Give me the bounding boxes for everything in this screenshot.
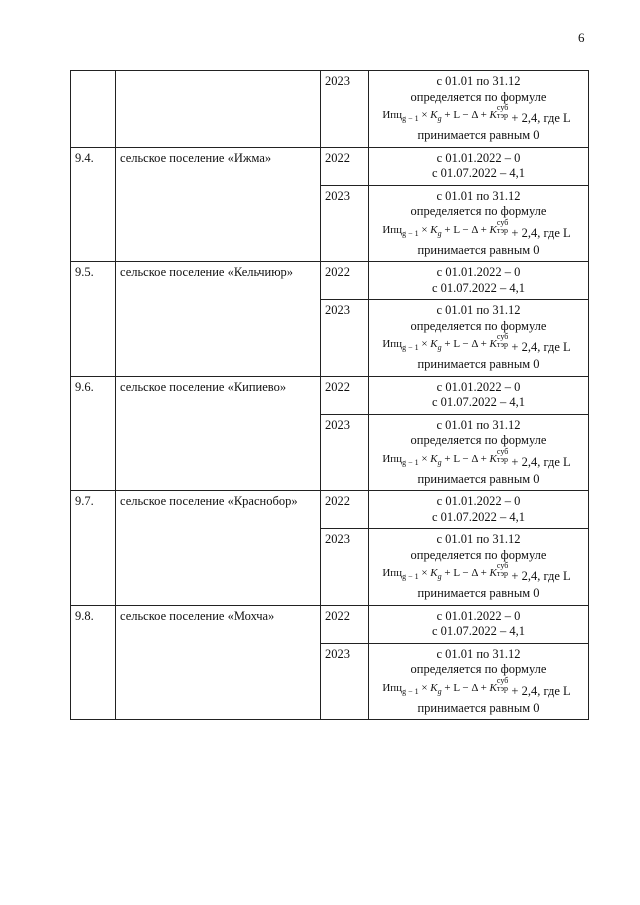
value-cell xyxy=(369,376,589,414)
value-line: определяется по формуле xyxy=(410,547,547,562)
value-line: с 01.01 по 31.12 xyxy=(436,646,521,661)
settlement-name: сельское поселение «Кипиево» xyxy=(116,376,321,491)
year-cell: 2023 xyxy=(321,414,369,491)
value-cell xyxy=(369,605,589,643)
value-cell xyxy=(369,491,589,529)
value-line: определяется по формуле xyxy=(410,318,547,333)
value-line: с 01.07.2022 – 4,1 xyxy=(431,166,526,180)
row-number: 9.5. xyxy=(71,262,116,377)
value-line: с 01.01.2022 – 0 xyxy=(436,379,521,394)
value-line: определяется по формуле xyxy=(410,204,547,218)
value-line: с 01.01.2022 – 0 xyxy=(436,265,521,279)
value-line: с 01.07.2022 – 4,1 xyxy=(431,280,526,295)
value-line: с 01.07.2022 – 4,1 xyxy=(431,624,526,638)
year-cell: 2022 xyxy=(321,491,369,529)
formula: $Ипц_{g - 1} \times K_g + L - \Delta + K$ суб тэр + 2,4, где L xyxy=(382,103,571,125)
table-row xyxy=(71,147,589,185)
tariff-table xyxy=(70,70,589,720)
value-line: с 01.01.2022 – 0 xyxy=(436,494,521,508)
value-cell xyxy=(369,414,589,491)
value-line: принимается равным 0 xyxy=(417,471,540,486)
table-row xyxy=(71,491,589,529)
settlement-name: сельское поселение «Мохча» xyxy=(116,605,321,720)
value-cell xyxy=(369,300,589,377)
value-line: принимается равным 0 xyxy=(417,242,540,257)
table-row xyxy=(71,605,589,643)
row-number: 9.4. xyxy=(71,147,116,262)
year-cell: 2023 xyxy=(321,300,369,377)
value-line: с 01.01 по 31.12 xyxy=(436,74,521,88)
value-cell xyxy=(369,147,589,185)
settlement-name xyxy=(116,71,321,148)
table-body xyxy=(71,71,589,720)
value-line: с 01.01 по 31.12 xyxy=(436,417,521,432)
value-line: принимается равным 0 xyxy=(417,700,540,715)
value-line: определяется по формуле xyxy=(410,433,547,447)
row-number: 9.6. xyxy=(71,376,116,491)
year-cell: 2022 xyxy=(321,262,369,300)
year-cell: 2023 xyxy=(321,529,369,606)
value-line: определяется по формуле xyxy=(410,662,547,676)
year-cell: 2023 xyxy=(321,71,369,148)
value-line: с 01.01 по 31.12 xyxy=(436,532,521,546)
settlement-name: сельское поселение «Краснобор» xyxy=(116,491,321,606)
value-line: принимается равным 0 xyxy=(417,357,540,371)
value-line: с 01.01.2022 – 0 xyxy=(436,150,521,165)
row-number: 9.7. xyxy=(71,491,116,606)
formula: $Ипц_{g - 1} \times K_g + L - \Delta + K$ суб тэр + 2,4, где L xyxy=(382,561,571,583)
value-line: с 01.01.2022 – 0 xyxy=(436,608,521,623)
table-row xyxy=(71,376,589,414)
year-cell: 2022 xyxy=(321,376,369,414)
value-line: с 01.01 по 31.12 xyxy=(436,303,521,317)
value-cell xyxy=(369,185,589,262)
value-line: принимается равным 0 xyxy=(417,586,540,600)
year-cell: 2022 xyxy=(321,147,369,185)
year-cell: 2022 xyxy=(321,605,369,643)
row-number: 9.8. xyxy=(71,605,116,720)
value-line: принимается равным 0 xyxy=(417,128,540,142)
value-line: с 01.07.2022 – 4,1 xyxy=(431,509,526,524)
value-line: определяется по формуле xyxy=(410,89,547,104)
value-cell xyxy=(369,643,589,720)
settlement-name: сельское поселение «Ижма» xyxy=(116,147,321,262)
value-cell xyxy=(369,529,589,606)
formula: $Ипц_{g - 1} \times K_g + L - \Delta + K$ суб тэр + 2,4, где L xyxy=(382,332,571,354)
value-cell xyxy=(369,71,589,148)
value-line: с 01.07.2022 – 4,1 xyxy=(431,395,526,409)
table-row xyxy=(71,71,589,148)
formula: $Ипц_{g - 1} \times K_g + L - \Delta + K$ суб тэр + 2,4, где L xyxy=(382,217,571,240)
table-row xyxy=(71,262,589,300)
formula: $Ипц_{g - 1} \times K_g + L - \Delta + K$ суб тэр + 2,4, где L xyxy=(382,675,571,698)
value-line: с 01.01 по 31.12 xyxy=(436,188,521,203)
year-cell: 2023 xyxy=(321,185,369,262)
year-cell: 2023 xyxy=(321,643,369,720)
page-number: 6 xyxy=(578,30,585,45)
value-cell xyxy=(369,262,589,300)
row-number xyxy=(71,71,116,148)
settlement-name: сельское поселение «Кельчиюр» xyxy=(116,262,321,377)
formula: $Ипц_{g - 1} \times K_g + L - \Delta + K$ суб тэр + 2,4, где L xyxy=(382,446,571,469)
